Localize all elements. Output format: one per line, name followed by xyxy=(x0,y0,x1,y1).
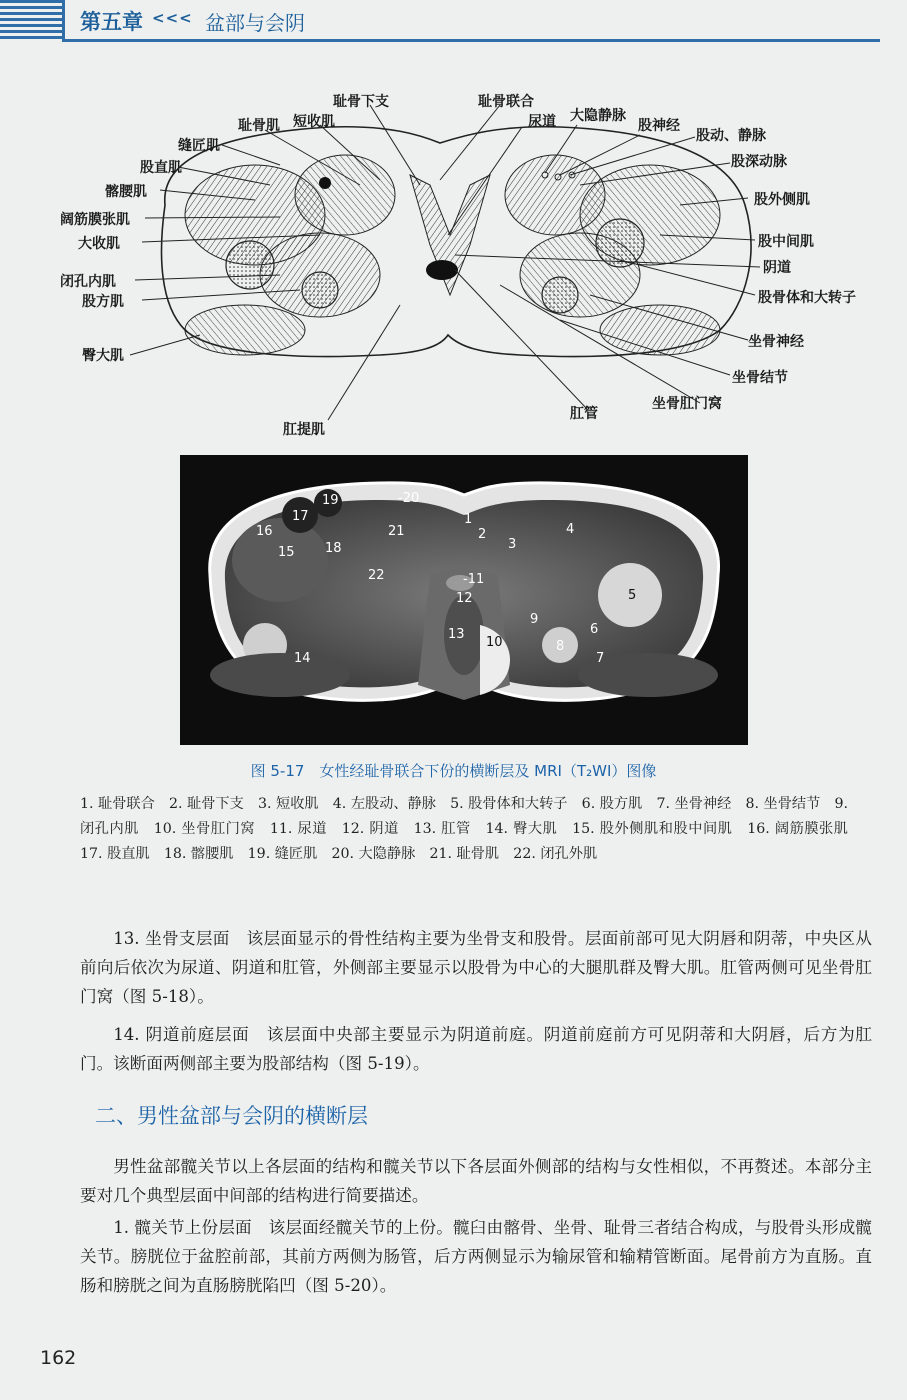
mri-label-8: 8 xyxy=(556,639,565,654)
paragraph-14: 14. 阴道前庭层面 该层面中央部主要显示为阴道前庭。阴道前庭前方可见阴蒂和大阴唇，后方为肛门。该断面两侧部主要为股部结构（图 5-19）。 xyxy=(80,1025,872,1073)
mri-label-11: -11 xyxy=(463,572,485,587)
header-stripes xyxy=(0,0,62,40)
mri-label-18: 18 xyxy=(325,541,342,556)
mri-label-3: 3 xyxy=(508,537,517,552)
label-great-saphenous-vein: 大隐静脉 xyxy=(570,108,626,124)
label-quadratus-femoris: 股方肌 xyxy=(82,294,124,310)
mri-label-10: 10 xyxy=(486,635,503,650)
label-iliopsoas: 髂腰肌 xyxy=(105,184,147,200)
mri-label-4: 4 xyxy=(566,522,575,537)
mri-label-12: 12 xyxy=(456,591,473,606)
figure-legend: 1. 耻骨联合 2. 耻骨下支 3. 短收肌 4. 左股动、静脉 5. 股骨体和大转子 6. 股方肌 7. 坐骨神经 8. 坐骨结节 9. 闭孔内肌 10. 坐骨肛门窝 11. 尿道 12. 阴道 13. 肛管 14. 臀大肌 15. 股外侧肌和股中间肌 16. 阔筋膜张肌 17. 股直肌 18. 髂腰肌 19. 缝匠肌 20. 大隐静脉 21. 耻骨肌 22. 闭孔外肌 xyxy=(80,796,863,862)
label-gluteus-maximus: 臀大肌 xyxy=(82,348,124,364)
mri-label-6: 6 xyxy=(590,622,599,637)
mri-label-21: 21 xyxy=(388,524,405,539)
chapter-arrows: <<< xyxy=(152,9,193,27)
label-pubic-symphysis: 耻骨联合 xyxy=(478,94,534,110)
section-title: 二、男性盆部与会阴的横断层 xyxy=(95,1104,368,1128)
mri-label-5: 5 xyxy=(628,588,637,603)
page-number: 162 xyxy=(40,1347,77,1369)
chapter-subtitle: 盆部与会阴 xyxy=(205,11,305,35)
label-rectus-femoris: 股直肌 xyxy=(140,160,182,176)
label-obturator-internus: 闭孔内肌 xyxy=(60,274,116,290)
label-levator-ani: 肛提肌 xyxy=(283,422,325,438)
mri-label-15: 15 xyxy=(278,545,295,560)
label-pubic-inferior-ramus: 耻骨下支 xyxy=(333,94,389,110)
label-adductor-brevis: 短收肌 xyxy=(293,114,335,130)
mri-image xyxy=(180,455,748,745)
figure-caption: 图 5-17 女性经耻骨联合下份的横断层及 MRI（T₂WI）图像 xyxy=(250,762,657,780)
anatomy-diagram xyxy=(0,85,907,455)
label-urethra: 尿道 xyxy=(528,114,556,130)
chapter-title: 第五章 xyxy=(80,10,143,34)
paragraph-13: 13. 坐骨支层面 该层面显示的骨性结构主要为坐骨支和股骨。层面前部可见大阴唇和阴蒂，中央区从前向后依次为尿道、阴道和肛管，外侧部主要显示以股骨为中心的大腿肌群及臀大肌。肛管两侧可见坐骨肛门窝（图 5-18）。 xyxy=(80,929,872,1006)
label-anal-canal: 肛管 xyxy=(570,406,598,422)
mri-label-2: 2 xyxy=(478,527,487,542)
label-pectineus: 耻骨肌 xyxy=(238,118,280,134)
mri-label-9: 9 xyxy=(530,612,539,627)
label-sciatic-nerve: 坐骨神经 xyxy=(748,334,804,350)
paragraph-1: 1. 髋关节上份层面 该层面经髋关节的上份。髋臼由髂骨、坐骨、耻骨三者结合构成，与股骨头形成髋关节。膀胱位于盆腔前部，其前方两侧为肠管，后方两侧显示为输尿管和输精管断面。尾骨前方为直肠。直肠和膀胱之间为直肠膀胱陷凹（图 5-20）。 xyxy=(80,1218,872,1295)
mri-label-16: 16 xyxy=(256,524,273,539)
label-femoral-vessels: 股动、静脉 xyxy=(696,128,766,144)
mri-label-20: -20 xyxy=(398,491,420,506)
mri-label-14: 14 xyxy=(294,651,311,666)
label-ischioanal-fossa: 坐骨肛门窝 xyxy=(652,396,722,412)
label-ischial-tuberosity: 坐骨结节 xyxy=(732,370,788,386)
mri-label-22: 22 xyxy=(368,568,385,583)
mri-label-7: 7 xyxy=(596,651,605,666)
label-femoral-shaft: 股骨体和大转子 xyxy=(758,290,856,306)
paragraph-intro: 男性盆部髋关节以上各层面的结构和髋关节以下各层面外侧部的结构与女性相似，不再赘述。本部分主要对几个典型层面中间部的结构进行简要描述。 xyxy=(80,1157,872,1205)
header-divider xyxy=(62,0,65,42)
label-vagina: 阴道 xyxy=(763,260,791,276)
label-sartorius: 缝匠肌 xyxy=(178,138,220,154)
header-rule xyxy=(62,39,880,42)
label-tensor-fasciae-latae: 阔筋膜张肌 xyxy=(60,212,130,228)
label-vastus-lateralis: 股外侧肌 xyxy=(754,192,810,208)
label-adductor-magnus: 大收肌 xyxy=(78,236,120,252)
mri-label-13: 13 xyxy=(448,627,465,642)
mri-label-17: 17 xyxy=(292,509,309,524)
label-deep-femoral-artery: 股深动脉 xyxy=(731,154,787,170)
label-femoral-nerve: 股神经 xyxy=(638,118,680,134)
label-vastus-intermedius: 股中间肌 xyxy=(758,234,814,250)
mri-label-19: 19 xyxy=(322,493,339,508)
mri-label-1: 1 xyxy=(464,512,473,527)
